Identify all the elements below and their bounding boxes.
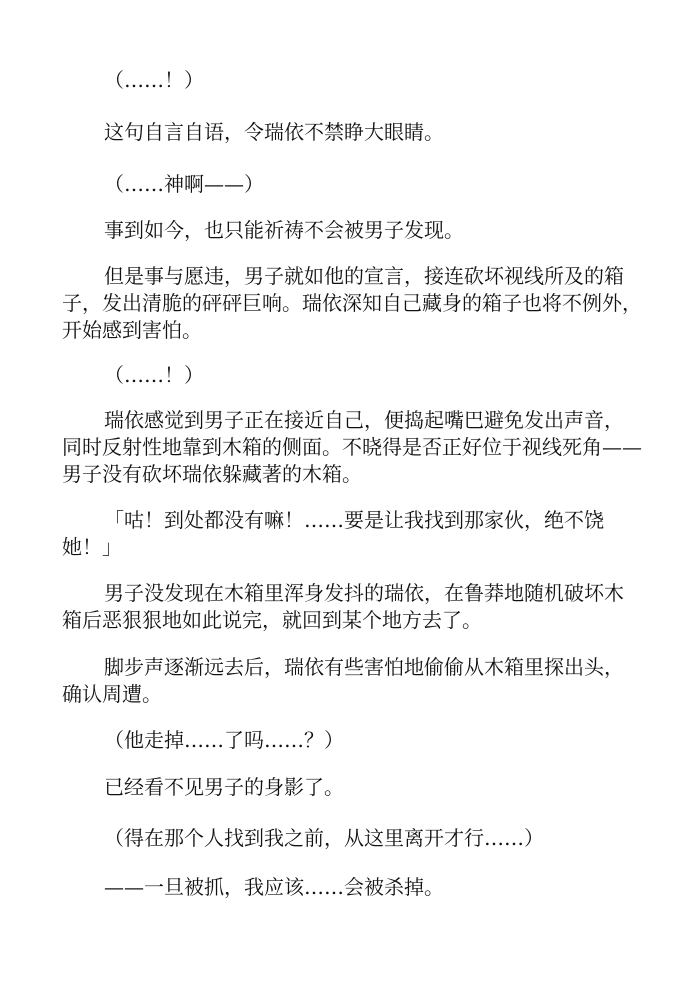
paragraph-narration-7: 已经看不见男子的身影了。 [104, 775, 344, 799]
paragraph-narration-5: 男子没发现在木箱里浑身发抖的瑞依，在鲁莽地随机破坏木箱后恶狠狠地如此说完，就回到某个地方去了。 [62, 581, 624, 632]
paragraph-thought-1: （……！） [104, 68, 204, 92]
paragraph-dialogue-1: 「咕！到处都没有嘛！……要是让我找到那家伙，绝不饶她！」 [62, 508, 604, 559]
paragraph-thought-4: （他走掉……了吗……？） [104, 728, 344, 752]
paragraph-narration-8: ——一旦被抓，我应该……会被杀掉。 [104, 875, 444, 899]
paragraph-narration-1: 这句自言自语，令瑞依不禁睁大眼睛。 [104, 120, 444, 144]
paragraph-thought-5: （得在那个人找到我之前，从这里离开才行……） [104, 826, 544, 850]
paragraph-narration-4: 瑞依感觉到男子正在接近自己，便捣起嘴巴避免发出声音，同时反射性地靠到木箱的侧面。不晓得是否正好位于视线死角——男子没有砍坏瑞依躲藏著的木箱。 [62, 408, 642, 486]
paragraph-narration-3: 但是事与愿违，男子就如他的宣言，接连砍坏视线所及的箱子，发出清脆的砰砰巨响。瑞依深知自己藏身的箱子也将不例外，开始感到害怕。 [62, 264, 642, 342]
paragraph-narration-6: 脚步声逐渐远去后，瑞依有些害怕地偷偷从木箱里探出头，确认周遭。 [62, 655, 624, 706]
paragraph-thought-3: （……！） [104, 363, 204, 387]
paragraph-narration-2: 事到如今，也只能祈祷不会被男子发现。 [104, 218, 464, 242]
paragraph-thought-2: （……神啊——） [104, 172, 264, 196]
